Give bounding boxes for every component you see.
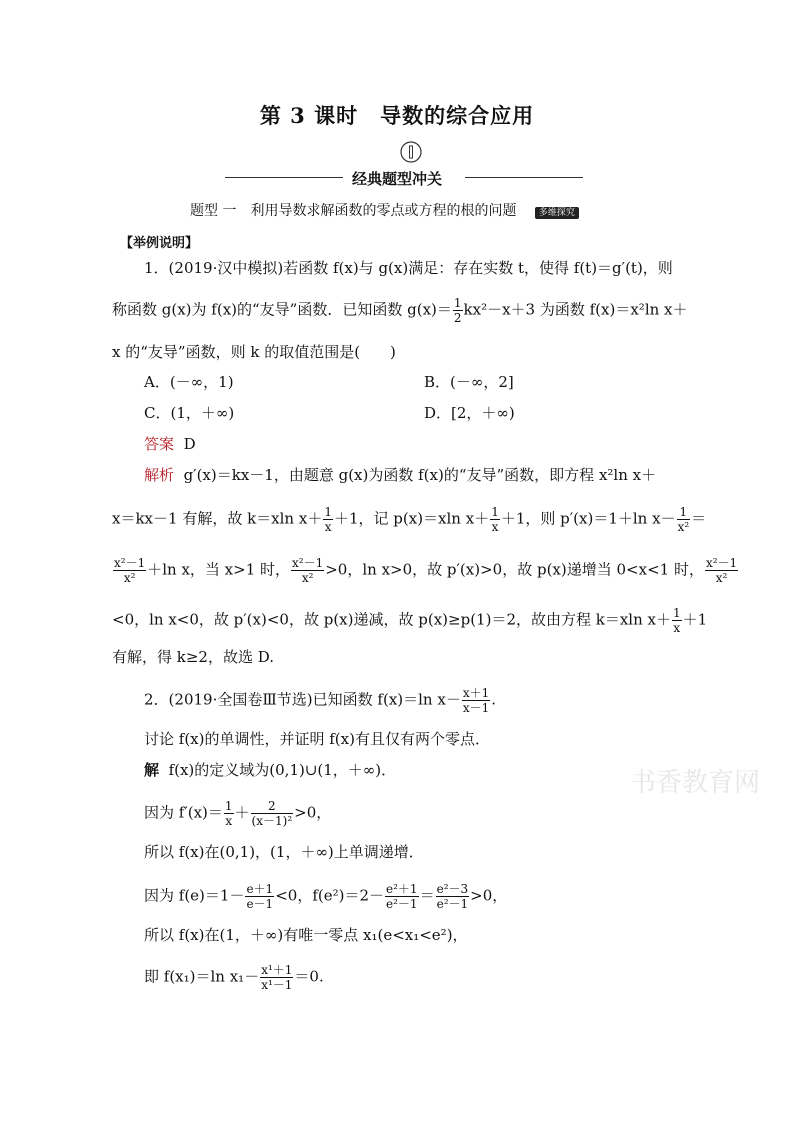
- q1-analysis-line2: x＝kx－1 有解，故 k＝xln x＋ $\frac{1}{x}$ ＋1，记 p(x)＝xln x＋ $\frac{1}{x}$ ＋1，则 p′(x)＝1＋ln x－ $\frac{1}{\text{x²}}$ ＝: [112, 505, 707, 534]
- fraction: $\frac{e+1}{e-1}$: [246, 882, 274, 911]
- fraction: $\frac{1}{\text{x²}}$: [677, 505, 690, 534]
- fraction: $\frac{x+1}{x-1}$: [462, 686, 490, 715]
- q1-line2: 称函数 g(x)为 f(x)的“友导”函数．已知函数 g(x)＝ $\frac{1}{2}$ kx²－x＋3 为函数 f(x)＝x²ln x＋: [112, 296, 688, 325]
- q1-option-d: D．[2，＋∞): [424, 404, 515, 422]
- page-title: 第 3 课时 导数的综合应用: [259, 103, 535, 128]
- q1-option-c: C．(1，＋∞): [144, 404, 235, 422]
- topic-badge: 多维探究: [535, 207, 579, 219]
- fraction: $\frac{1}{x}$: [491, 505, 499, 534]
- fraction: $\frac{\text{x²－1}}{\text{x²}}$: [292, 556, 324, 585]
- q2-solution-line2: 因为 f′(x)＝ $\frac{1}{x}$ ＋ $\frac{2}{\text{(x－1)²}}$ >0，: [144, 799, 332, 828]
- fraction: $\frac{1}{x}$: [673, 606, 681, 635]
- q2-solution-line6: 即 f(x₁)＝ln x₁－ $\frac{\text{x¹＋1}}{\text{x¹－1}}$ ＝0.: [144, 963, 324, 992]
- fraction: $\frac{\text{e²－3}}{\text{e²－1}}$: [436, 882, 469, 911]
- q2-line1: 2．(2019·全国卷Ⅲ节选)已知函数 f(x)＝ln x－ $\frac{x+1}{x-1}$ .: [144, 686, 497, 715]
- fraction: $\frac{1}{2}$: [453, 296, 462, 325]
- q2-solution-line4: 因为 f(e)＝1－ $\frac{e+1}{e-1}$ <0，f(e²)＝2－ $\frac{\text{e²＋1}}{\text{e²－1}}$ ＝ $\frac{\text{e²－3}}{\text{e²－1}}$ >0，: [144, 882, 508, 911]
- q1-analysis-line3: $\frac{\text{x²－1}}{\text{x²}}$ ＋ln x，当 x>1 时， $\frac{\text{x²－1}}{\text{x²}}$ >0，ln x>0，故 p′(x)>0，故 p(x)递增当 0<x<1 时， $\frac{\text{x²－1}}{\text{x²}}$: [114, 556, 738, 585]
- section-icon: [399, 140, 423, 168]
- fraction: $\frac{2}{\text{(x－1)²}}$: [251, 799, 293, 828]
- fraction: $\frac{\text{x²－1}}{\text{x²}}$: [705, 556, 738, 585]
- answer-label: 答案: [144, 435, 175, 453]
- q1-option-b: B．(－∞，2]: [424, 373, 514, 391]
- q1-option-a: A．(－∞，1): [144, 373, 234, 391]
- q1-analysis-line4: <0，ln x<0，故 p′(x)<0，故 p(x)递减，故 p(x)≥p(1)＝2，故由方程 k＝xln x＋ $\frac{1}{x}$ ＋1: [112, 606, 708, 635]
- watermark: 书香教育网: [630, 768, 761, 798]
- answer-value: D: [183, 435, 196, 453]
- fraction: $\frac{\text{e²＋1}}{\text{e²－1}}$: [386, 882, 418, 911]
- q1-line3: x 的“友导”函数，则 k 的取值范围是( ): [112, 343, 396, 361]
- section-rule-right: [465, 177, 583, 178]
- topic-heading: [190, 200, 579, 220]
- fraction: $\frac{1}{x}$: [224, 799, 233, 828]
- q1-line1: 1．(2019·汉中模拟)若函数 f(x)与 g(x)满足：存在实数 t，使得 f(t)＝g′(t)，则: [144, 259, 673, 277]
- q2-solution-line1: 解 f(x)的定义域为(0,1)∪(1，＋∞)．: [144, 761, 397, 779]
- topic-label: 题型 一 利用导数求解函数的零点或方程的根的问题: [190, 203, 517, 219]
- q2-solution-line5: 所以 f(x)在(1，＋∞)有唯一零点 x₁(e<x₁<e²)，: [144, 926, 468, 944]
- solution-label: 解: [144, 761, 160, 779]
- example-label: 【举例说明】: [120, 236, 199, 251]
- q1-answer: [144, 434, 196, 454]
- q2-solution-line3: 所以 f(x)在(0,1)，(1，＋∞)上单调递增．: [144, 843, 424, 861]
- fraction: $\frac{\text{x¹＋1}}{\text{x¹－1}}$: [261, 963, 293, 992]
- fraction: $\frac{1}{x}$: [324, 505, 332, 534]
- analysis-label: 解析: [144, 466, 175, 484]
- q2-line2: 讨论 f(x)的单调性，并证明 f(x)有且仅有两个零点．: [144, 730, 490, 748]
- section-rule-left: [225, 177, 343, 178]
- q1-analysis-line1: 解析 g′(x)＝kx－1，由题意 g(x)为函数 f(x)的“友导”函数，即方程 x²ln x＋: [144, 466, 657, 484]
- q1-analysis-line5: 有解，得 k≥2，故选 D.: [112, 648, 274, 666]
- fraction: $\frac{\text{x²－1}}{\text{x²}}$: [114, 556, 146, 585]
- section-heading: 经典题型冲关: [352, 170, 443, 188]
